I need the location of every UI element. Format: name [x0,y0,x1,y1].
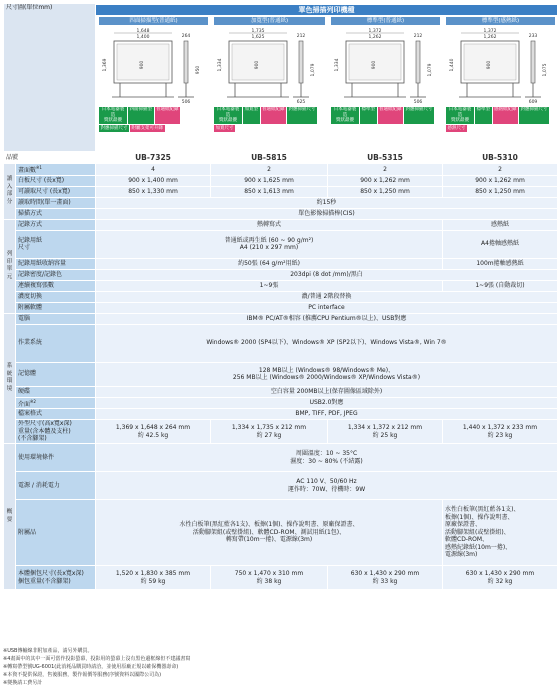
spec-value: 850 x 1,330 mm [96,186,211,197]
spec-value: A4捲軸感熱紙 [443,230,558,258]
side-view [184,41,188,83]
footnote-line: ※變換請工費另計 [3,680,43,686]
illustration-cell [96,4,558,152]
footnote-line: ※本資不提供保證，售後服務，製作報價等服務(序號資料以國際公司為) [3,672,162,678]
badge-group [211,105,328,134]
spec-table [3,3,558,590]
dim-height: 1,334 [218,58,223,71]
spec-label: 記憶體 [16,362,96,386]
feature-badge: 對應掃描尺寸 [287,107,317,125]
spec-row [4,175,558,186]
spec-row [4,420,558,444]
spec-label: 介面$^{※2}$ [16,397,96,409]
spec-label: 記錄方式 [16,219,96,230]
spec-label: 硬碟 [16,386,96,397]
feature-badge: 對應掃描尺寸 [404,107,434,125]
variant-illustration [328,15,443,151]
dim-board-height: 900 [140,60,145,69]
dim-depth: 264 [181,33,191,39]
spec-row [4,164,558,176]
spec-value: 630 x 1,430 x 290 mm 約 32 kg [443,566,558,590]
model-name: UB-5310 [443,152,558,164]
spec-row [4,444,558,472]
variant-illustration [96,15,211,151]
spec-label: 附屬軟體 [16,302,96,313]
spec-label: 電腦 [16,313,96,324]
variant-title: 標準型(感熱紙) [446,17,555,25]
dim-base: 506 [413,99,423,105]
side-view [531,41,535,83]
whiteboard-drawing [96,25,211,105]
footnote-line: ※轉寫帶型號UG-6001(此消耗品購買時請洽，並使用原廠正規以確保機器壽命) [3,664,179,670]
footnote-line: ※4畫面中的其中一面可當作投影螢幕，投影用的螢幕上沒有黑色邊框線但不建議書寫 [3,656,191,662]
category-label: 讀入部分 [4,164,16,220]
spec-value: 約15秒 [96,197,558,208]
variant-illustration [443,15,558,151]
spec-value: 850 x 1,250 mm [443,186,558,197]
spec-row [4,219,558,230]
variant-illustration [211,15,328,151]
footnote-marker: ※2 [30,398,36,404]
models-label: 品號 [4,152,96,164]
spec-value: AC 110 V、50/60 Hz 運作時：70W、待機時：9W [96,472,558,500]
spec-label: 濃度切換 [16,291,96,302]
spec-row [4,386,558,397]
spec-value: 1~9張 [96,280,443,291]
spec-value: 感熱紙 [443,219,558,230]
variant-title: 四面掃描型(普通紙) [99,17,208,25]
feature-badge: 對應掃描尺寸 [100,125,128,131]
spec-value: Windows® 2000 (SP4以下)、Windows® XP (SP2以下)、Windows Vista®, Win 7® [96,324,558,362]
spec-label: 白板尺寸 (長x寬) [16,175,96,186]
spec-value: 850 x 1,613 mm [211,186,328,197]
feature-badge: 日本電器製造 獎狀最優 [99,107,127,125]
spec-value: 203dpi (8 dot /mm)/黑白 [96,269,558,280]
feature-badge: 對應掃描尺寸 [519,107,549,125]
spec-value: 4 [96,164,211,176]
feature-badge: 標準型 [475,107,492,125]
spec-row [4,566,558,590]
whiteboard-drawing [443,25,558,105]
spec-label: 作業系統 [16,324,96,362]
feature-badge: 四面掃描型 [128,107,154,125]
spec-value: 熱轉寫式 [96,219,443,230]
dim-side-height: 1,079 [428,63,433,76]
spec-row [4,208,558,219]
group-title: 單色掃描列印機種 [96,5,557,15]
spec-row [4,258,558,269]
feature-badge: 日本電器製造 獎狀最優 [214,107,242,125]
category-label: 系統環境 [4,313,16,444]
dim-width: 1,648 [136,28,150,34]
dim-width: 1,372 [368,28,382,34]
spec-row [4,313,558,324]
dim-width-inner: 1,262 [483,34,497,40]
spec-value: 1,369 x 1,648 x 264 mm 約 42.5 kg [96,420,211,444]
spec-value: 單色影像掃描棒(CIS) [96,208,558,219]
dim-width-inner: 1,400 [136,34,150,40]
dim-height: 1,369 [103,58,108,71]
spec-label: 連續複寫張數 [16,280,96,291]
dim-height: 1,440 [450,58,455,71]
spec-value: PC interface [96,302,558,313]
spec-row [4,397,558,409]
spec-value: 水性白板筆(黑紅藍各1支)、板擦(1個)、操作說明書、原廠保證書、 活動腳架組(或壁掛組)、軟體CD-ROM、測試用紙(1包)、 轉寫帶(10m一捲)、電源線(3m) [96,500,443,566]
model-name: UB-5815 [211,152,328,164]
variant-title: 標準型(普通紙) [331,17,440,25]
spec-row [4,362,558,386]
feature-badge: 感熱紙紀錄 [493,107,519,125]
spec-label: 檔案格式 [16,409,96,420]
dim-base: 506 [181,99,191,105]
whiteboard-drawing [211,25,328,105]
spec-value: 1,440 x 1,372 x 233 mm 約 23 kg [443,420,558,444]
dim-board-height: 900 [255,60,260,69]
spec-value: 900 x 1,625 mm [211,175,328,186]
dims-label: 尺寸圖(單位mm) [4,4,96,152]
dim-side-height: 1,075 [543,63,548,76]
spec-value: 普通紙或再生紙 (60 ~ 90 g/m²) A4 (210 x 297 mm) [96,230,443,258]
spec-label: 紀錄用紙 尺寸 [16,230,96,258]
spec-row [4,409,558,420]
dim-depth: 212 [413,33,423,39]
spec-value: 約50張 (64 g/m²用紙) [96,258,443,269]
spec-value: BMP, TIFF, PDF, JPEG [96,409,558,420]
feature-badge: 感熱尺寸 [447,125,466,131]
model-row [4,152,558,164]
spec-value: 750 x 1,470 x 310 mm 約 38 kg [211,566,328,590]
spec-value: 128 MB以上 (Windows® 98/Windows® Me)、 256 MB以上 (Windows® 2000/Windows® XP/Windows Vista®) [96,362,558,386]
feature-badge: 日本電器製造 獎狀最優 [331,107,359,125]
dim-depth: 212 [296,33,306,39]
spec-value: 空白容量 200MB以上(保存圖像區域除外) [96,386,558,397]
dim-width: 1,735 [251,28,265,34]
spec-value: IBM® PC/AT®相容 (推薦CPU Pentium®以上)、USB對應 [96,313,558,324]
spec-label: 掃描方式 [16,208,96,219]
spec-row [4,280,558,291]
footnotes [3,647,557,687]
side-view [416,41,420,83]
spec-row [4,472,558,500]
whiteboard-drawing [328,25,443,105]
spec-label: 使用環境條件 [16,444,96,472]
spec-row [4,500,558,566]
feature-badge: 加寬型 [243,107,260,125]
spec-label: 可讀取尺寸 (長x寬) [16,186,96,197]
feature-badge: 標準型 [360,107,377,125]
spec-label: 電源 / 消耗電力 [16,472,96,500]
spec-label: 記錄密度/記錄色 [16,269,96,280]
spec-value: USB2.0對應 [96,397,558,409]
feature-badge: 日本電器製造 獎狀最優 [446,107,474,125]
feature-badge: 普通紙紀錄 [261,107,287,125]
variant-list [96,15,557,151]
dim-side-height: 950 [196,65,201,74]
spec-row [4,269,558,280]
spec-value: 2 [328,164,443,176]
dim-board-height: 900 [487,60,492,69]
feature-badge: 加寬尺寸 [215,125,234,131]
spec-value: 1,520 x 1,830 x 385 mm 約 59 kg [96,566,211,590]
spec-value: 900 x 1,262 mm [443,175,558,186]
spec-row [4,302,558,313]
spec-label: 讀取時間(單一畫面) [16,197,96,208]
feature-badge: 附屬支架可升降 [131,125,163,131]
dim-width-inner: 1,262 [368,34,382,40]
spec-label: 本體捆包尺寸(長x寬x深) 捆包重量(不含腳架) [16,566,96,590]
spec-value: 1~9張 (自動裁切) [443,280,558,291]
feature-badge: 普通紙紀錄 [378,107,404,125]
dim-board-height: 900 [372,60,377,69]
spec-label: 附屬品 [16,500,96,566]
dim-width: 1,372 [483,28,497,34]
spec-row [4,324,558,362]
dim-width-inner: 1,625 [251,34,265,40]
spec-label: 紀錄用紙收納容量 [16,258,96,269]
footnote-marker: ※1 [36,165,42,170]
spec-value: 1,334 x 1,735 x 212 mm 約 27 kg [211,420,328,444]
spec-value: 900 x 1,262 mm [328,175,443,186]
category-label: 列印單元 [4,219,16,313]
spec-label: 外型尺寸(高x寬x深) 重量(含本體及支柱) (不含腳架) [16,420,96,444]
spec-value: 周圍溫度：10 ~ 35°C 濕度：30 ~ 80% (不結露) [96,444,558,472]
spec-value: 900 x 1,400 mm [96,175,211,186]
model-name: UB-7325 [96,152,211,164]
illustration-row [4,4,558,152]
dim-base: 609 [528,99,538,105]
badge-group [328,105,443,127]
dim-depth: 233 [528,33,538,39]
spec-value: 850 x 1,250 mm [328,186,443,197]
footnote-line: ※USB傳輸線非附加產品，請另外購買。 [3,648,93,654]
model-name: UB-5315 [328,152,443,164]
spec-table-body [4,4,558,590]
side-view [299,41,303,83]
category-label: 概要 [4,444,16,590]
spec-row [4,186,558,197]
spec-value: 2 [443,164,558,176]
spec-value: 100m捲軸感熱紙 [443,258,558,269]
spec-label: 畫面數$^{※1}$ [16,164,96,176]
spec-value: 1,334 x 1,372 x 212 mm 約 25 kg [328,420,443,444]
spec-value: 2 [211,164,328,176]
spec-value: 630 x 1,430 x 290 mm 約 33 kg [328,566,443,590]
dim-height: 1,334 [335,58,340,71]
badge-group [443,105,558,134]
dim-side-height: 1,079 [311,63,316,76]
spec-value: 水性白板筆(黑紅藍各1支)、 板擦(1個)、操作說明書、 原廠保證書、 活動腳架組(或壁掛組)、 軟體CD-ROM、 感熱紀錄紙(10m一捲)、 電源線(3m) [443,500,558,566]
feature-badge: 普通紙紀錄 [155,107,181,125]
dim-base: 625 [296,99,306,105]
spec-row [4,197,558,208]
variant-title: 加寬型(普通紙) [214,17,325,25]
spec-row [4,291,558,302]
badge-group [96,105,211,134]
spec-value: 濃/普通 2階段替換 [96,291,558,302]
spec-row [4,230,558,258]
